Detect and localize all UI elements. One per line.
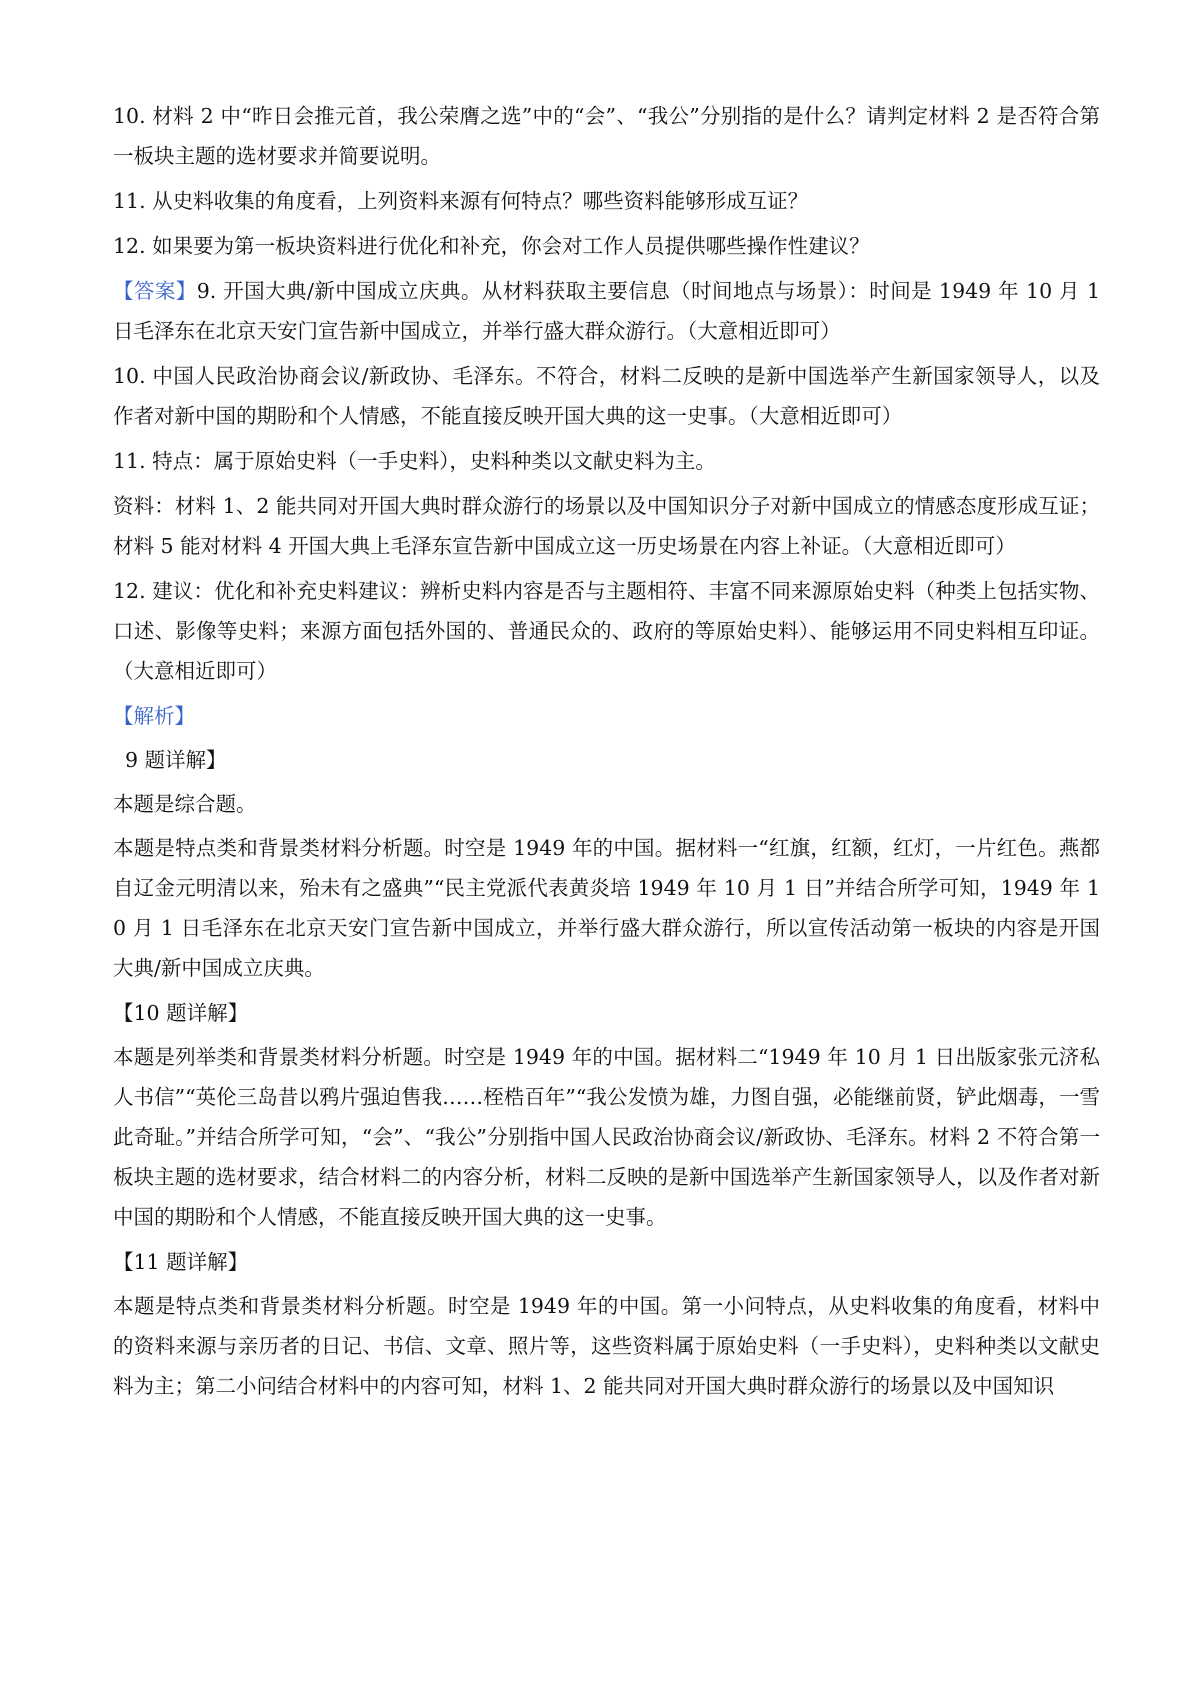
analysis-label-text: 【解析】 bbox=[113, 704, 195, 728]
q9-detail-p1: 本题是综合题。 bbox=[113, 792, 257, 816]
q11-detail-p1: 本题是特点类和背景类材料分析题。时空是 1949 年的中国。第一小问特点，从史料收集的角度看，材料中的资料来源与亲历者的日记、书信、文章、照片等，这些资料属于原始史料（一手史料），史料种类以文献史料为主；第二小问结合材料中的内容可知，材料 1、2 能共同对开国大典时群众游行的场景以及中国知识 bbox=[113, 1294, 1100, 1398]
answer-9-text: 9. 开国大典/新中国成立庆典。从材料获取主要信息（时间地点与场景）：时间是 1949 年 10 月 1 日毛泽东在北京天安门宣告新中国成立，并举行盛大群众游行。（大意相近即可） bbox=[113, 279, 1100, 343]
answer-9 bbox=[113, 271, 1100, 351]
answer-11-features: 11. 特点：属于原始史料（一手史料），史料种类以文献史料为主。 bbox=[113, 449, 716, 473]
analysis-label bbox=[113, 696, 1100, 736]
answer-label: 【答案】 bbox=[113, 279, 197, 303]
answer-11-materials: 资料：材料 1、2 能共同对开国大典时群众游行的场景以及中国知识分子对新中国成立的情感态度形成互证；材料 5 能对材料 4 开国大典上毛泽东宣告新中国成立这一历史场景在内容上补证。（大意相近即可） bbox=[113, 494, 1100, 558]
answer-10: 10. 中国人民政治协商会议/新政协、毛泽东。不符合，材料二反映的是新中国选举产生新国家领导人，以及作者对新中国的期盼和个人情感，不能直接反映开国大典的这一史事。（大意相近即可） bbox=[113, 364, 1100, 428]
question-10: 10. 材料 2 中“昨日会推元首，我公荣膺之选”中的“会”、“我公”分别指的是什么？请判定材料 2 是否符合第一板块主题的选材要求并简要说明。 bbox=[113, 104, 1100, 168]
q11-detail-heading: 【11 题详解】 bbox=[113, 1250, 249, 1274]
q10-detail-p1: 本题是列举类和背景类材料分析题。时空是 1949 年的中国。据材料二“1949 年 10 月 1 日出版家张元济私人书信”“英伦三岛昔以鸦片强迫售我……桎梏百年”“我公发愤为雄，力图自强，必能继前贤，铲此烟毒，一雪此奇耻。”并结合所学可知，“会”、“我公”分别指中国人民政治协商会议/新政协、毛泽东。材料 2 不符合第一板块主题的选材要求，结合材料二的内容分析，材料二反映的是新中国选举产生新国家领导人，以及作者对新中国的期盼和个人情感，不能直接反映开国大典的这一史事。 bbox=[113, 1045, 1100, 1229]
q10-detail-heading: 【10 题详解】 bbox=[113, 1001, 249, 1025]
question-11: 11. 从史料收集的角度看，上列资料来源有何特点？哪些资料能够形成互证？ bbox=[113, 189, 809, 213]
q9-detail-p2: 本题是特点类和背景类材料分析题。时空是 1949 年的中国。据材料一“红旗，红额，红灯，一片红色。燕都自辽金元明清以来，殆未有之盛典”“民主党派代表黄炎培 1949 年 10 月 1 日”并结合所学可知，1949 年 10 月 1 日毛泽东在北京天安门宣告新中国成立，并举行盛大群众游行，所以宣传活动第一板块的内容是开国大典/新中国成立庆典。 bbox=[113, 836, 1100, 980]
question-12: 12. 如果要为第一板块资料进行优化和补充，你会对工作人员提供哪些操作性建议？ bbox=[113, 234, 870, 258]
answer-12: 12. 建议：优化和补充史料建议：辨析史料内容是否与主题相符、丰富不同来源原始史料（种类上包括实物、口述、影像等史料；来源方面包括外国的、普通民众的、政府的等原始史料）、能够运用不同史料相互印证。（大意相近即可） bbox=[113, 579, 1100, 683]
q9-detail-heading: 9 题详解】 bbox=[125, 748, 227, 772]
